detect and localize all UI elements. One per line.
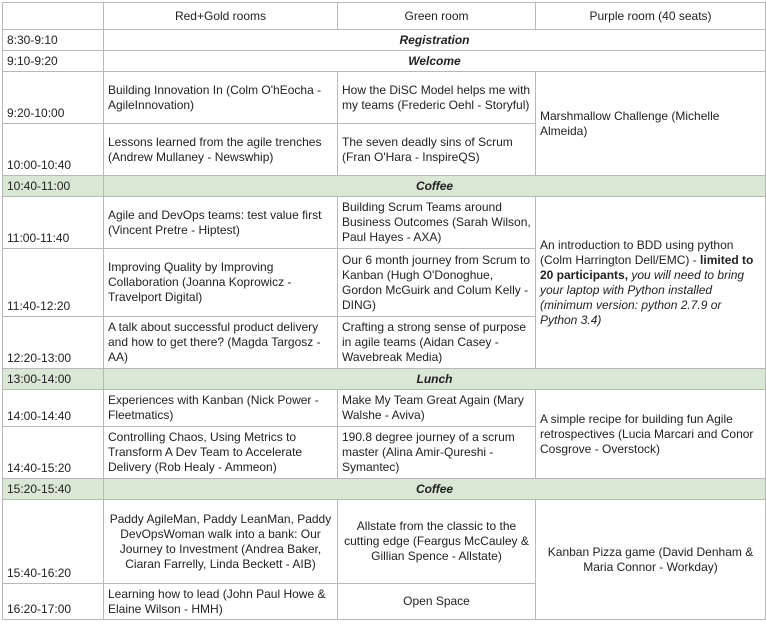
session-red-gold: A talk about successful product delivery and how to get there? (Magda Targosz - AA) bbox=[104, 317, 338, 369]
time-cell: 9:10-9:20 bbox=[3, 51, 104, 72]
time-cell: 14:00-14:40 bbox=[3, 390, 104, 427]
session-red-gold: Improving Quality by Improving Collaboration (Joanna Koprowicz - Travelport Digital) bbox=[104, 249, 338, 317]
time-cell: 12:20-13:00 bbox=[3, 317, 104, 369]
break-row bbox=[3, 369, 766, 390]
session-green: Make My Team Great Again (Mary Walshe - Aviva) bbox=[338, 390, 536, 427]
lunch-break-cell: Lunch bbox=[104, 369, 766, 390]
session-red-gold: Agile and DevOps teams: test value first (Vincent Pretre - Hiptest) bbox=[104, 197, 338, 249]
table-row bbox=[3, 51, 766, 72]
session-green: The seven deadly sins of Scrum (Fran O'Hara - InspireQS) bbox=[338, 124, 536, 176]
welcome-cell: Welcome bbox=[104, 51, 766, 72]
participant-limit-text: limited to 20 participants, bbox=[540, 252, 754, 282]
schedule-table bbox=[2, 2, 766, 620]
time-cell: 14:40-15:20 bbox=[3, 427, 104, 479]
table-row bbox=[3, 72, 766, 124]
break-row bbox=[3, 176, 766, 197]
session-purple-intro: An introduction to BDD using python (Colm Harrington Dell/EMC) - bbox=[540, 237, 734, 267]
table-row bbox=[3, 30, 766, 51]
time-cell: 10:40-11:00 bbox=[3, 176, 104, 197]
coffee-break-cell: Coffee bbox=[104, 479, 766, 500]
session-purple: Kanban Pizza game (David Denham & Maria Connor - Workday) bbox=[536, 500, 766, 620]
session-purple: Marshmallow Challenge (Michelle Almeida) bbox=[536, 72, 766, 176]
session-purple bbox=[536, 197, 766, 369]
laptop-requirement-text: you will need to bring your laptop with Python installed (minimum version: python 2.7.9 or Python 3.4) bbox=[540, 267, 745, 327]
session-red-gold: Lessons learned from the agile trenches (Andrew Mullaney - Newswhip) bbox=[104, 124, 338, 176]
time-cell: 8:30-9:10 bbox=[3, 30, 104, 51]
time-cell: 16:20-17:00 bbox=[3, 584, 104, 620]
session-green: Allstate from the classic to the cutting edge (Feargus McCauley & Gillian Spence - Allstate) bbox=[338, 500, 536, 584]
session-red-gold: Experiences with Kanban (Nick Power - Fleetmatics) bbox=[104, 390, 338, 427]
session-green: Crafting a strong sense of purpose in agile teams (Aidan Casey - Wavebreak Media) bbox=[338, 317, 536, 369]
break-row bbox=[3, 479, 766, 500]
session-red-gold: Paddy AgileMan, Paddy LeanMan, Paddy DevOpsWoman walk into a bank: Our Journey to Investment (Andrea Baker, Ciaran Farrelly, Linda Beckett - AIB) bbox=[104, 500, 338, 584]
time-cell: 10:00-10:40 bbox=[3, 124, 104, 176]
session-green: Building Scrum Teams around Business Outcomes (Sarah Wilson, Paul Hayes - AXA) bbox=[338, 197, 536, 249]
table-row bbox=[3, 500, 766, 584]
header-purple-room: Purple room (40 seats) bbox=[536, 3, 766, 30]
session-green: How the DiSC Model helps me with my teams (Frederic Oehl - Storyful) bbox=[338, 72, 536, 124]
time-cell: 11:40-12:20 bbox=[3, 249, 104, 317]
session-purple: A simple recipe for building fun Agile retrospectives (Lucia Marcari and Conor Cosgrove - Overstock) bbox=[536, 390, 766, 479]
session-green: Open Space bbox=[338, 584, 536, 620]
header-green-room: Green room bbox=[338, 3, 536, 30]
coffee-break-cell: Coffee bbox=[104, 176, 766, 197]
time-cell: 11:00-11:40 bbox=[3, 197, 104, 249]
session-red-gold: Building Innovation In (Colm O'hEocha - AgileInnovation) bbox=[104, 72, 338, 124]
table-row bbox=[3, 197, 766, 249]
time-cell: 15:40-16:20 bbox=[3, 500, 104, 584]
registration-cell: Registration bbox=[104, 30, 766, 51]
session-green: Our 6 month journey from Scrum to Kanban (Hugh O'Donoghue, Gordon McGuirk and Colum Kelly - DING) bbox=[338, 249, 536, 317]
session-red-gold: Controlling Chaos, Using Metrics to Transform A Dev Team to Accelerate Delivery (Rob Healy - Ammeon) bbox=[104, 427, 338, 479]
header-time-cell bbox=[3, 3, 104, 30]
session-green: 190.8 degree journey of a scrum master (Alina Amir-Qureshi - Symantec) bbox=[338, 427, 536, 479]
header-red-gold-rooms: Red+Gold rooms bbox=[104, 3, 338, 30]
header-row bbox=[3, 3, 766, 30]
time-cell: 15:20-15:40 bbox=[3, 479, 104, 500]
time-cell: 9:20-10:00 bbox=[3, 72, 104, 124]
time-cell: 13:00-14:00 bbox=[3, 369, 104, 390]
table-row bbox=[3, 390, 766, 427]
session-red-gold: Learning how to lead (John Paul Howe & Elaine Wilson - HMH) bbox=[104, 584, 338, 620]
